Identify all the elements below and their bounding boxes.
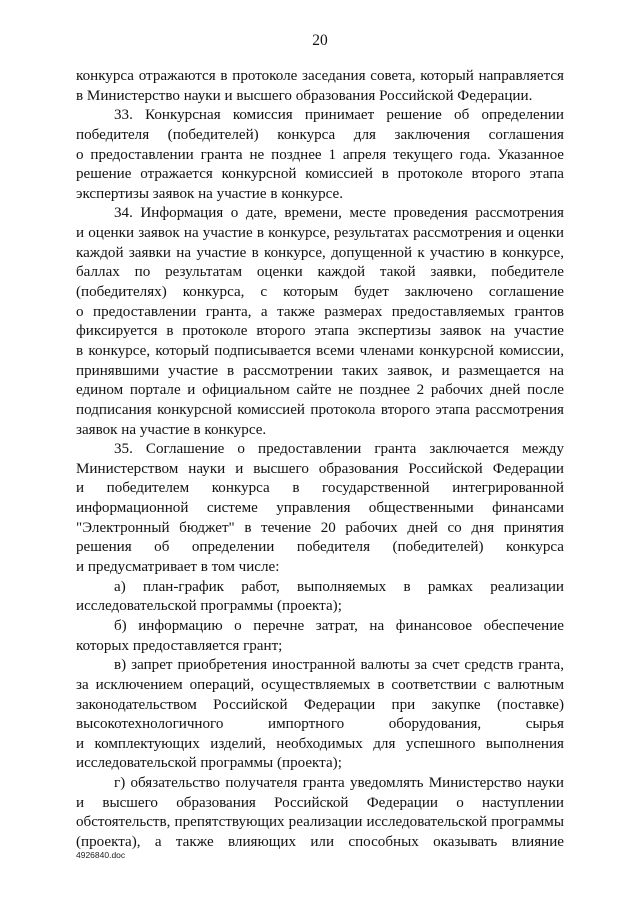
text-line: исследовательской программы (проекта);	[76, 598, 342, 615]
text-line: (проекта), а также влияющих или способных оказывать влияние	[76, 833, 564, 850]
text-line: решение отражается конкурсной комиссией в протоколе второго этапа	[76, 166, 564, 183]
text-line: в Министерство науки и высшего образования Российской Федерации.	[76, 87, 533, 104]
file-name-footer: 4926840.doc	[76, 850, 126, 860]
text-line: экспертизы заявок на участие в конкурсе.	[76, 185, 343, 202]
text-line: в) запрет приобретения иностранной валюты за счет средств гранта,	[114, 657, 564, 674]
text-line: Министерством науки и высшего образования Российской Федерации	[76, 460, 564, 477]
text-line: баллах по результатам оценки каждой такой заявки, победителе	[76, 264, 564, 281]
text-line: исследовательской программы (проекта);	[76, 755, 342, 772]
text-line: г) обязательство получателя гранта уведомлять Министерство науки	[114, 775, 564, 792]
text-line: которых предоставляется грант;	[76, 637, 283, 654]
text-line: едином портале и официальном сайте не позднее 2 рабочих дней после	[76, 382, 564, 399]
text-line: и высшего образования Российской Федерации о наступлении	[76, 794, 564, 811]
text-line: 34. Информация о дате, времени, месте проведения рассмотрения	[114, 205, 564, 222]
text-line: 35. Соглашение о предоставлении гранта заключается между	[114, 441, 564, 458]
text-line: за исключением операций, осуществляемых в соответствии с валютным	[76, 676, 564, 693]
text-line: 33. Конкурсная комиссия принимает решение об определении	[114, 107, 564, 124]
text-line: о предоставлении гранта не позднее 1 апреля текущего года. Указанное	[76, 146, 564, 163]
text-line: информационной системе управления общественными финансами	[76, 500, 564, 517]
text-line: и оценки заявок на участие в конкурсе, результатах рассмотрения и оценки	[76, 225, 564, 242]
text-line: в конкурсе, который подписывается всеми членами конкурсной комиссии,	[76, 342, 564, 359]
text-line: о предоставлении гранта, а также размерах предоставляемых грантов	[76, 303, 564, 320]
text-line: (победителях) конкурса, с которым будет заключено соглашение	[76, 284, 564, 301]
text-line: высокотехнологичного импортного оборудования, сырья	[76, 716, 564, 733]
text-line: заявок на участие в конкурсе.	[76, 421, 267, 438]
text-line: и предусматривает в том числе:	[76, 559, 280, 576]
text-line: фиксируется в протоколе второго этапа экспертизы заявок на участие	[76, 323, 564, 340]
text-line: конкурса отражаются в протоколе заседания совета, который направляется	[76, 68, 564, 84]
page-number: 20	[312, 32, 328, 49]
text-line: обстоятельств, препятствующих реализации исследовательской программы	[76, 814, 564, 831]
text-line: подписания конкурсной комиссией протокола второго этапа рассмотрения	[76, 401, 564, 418]
text-line: а) план-график работ, выполняемых в рамках реализации	[114, 578, 564, 595]
text-line: б) информацию о перечне затрат, на финансовое обеспечение	[114, 617, 564, 634]
body-text	[76, 67, 564, 853]
text-line: решения об определении победителя (победителей) конкурса	[76, 539, 564, 556]
text-line: победителя (победителей) конкурса для заключения соглашения	[76, 126, 564, 143]
text-line: принявшими участие в рассмотрении таких заявок, и размещается на	[76, 362, 564, 379]
text-line: каждой заявки на участие в конкурсе, допущенной к участию в конкурсе,	[76, 244, 564, 261]
text-line: и комплектующих изделий, необходимых для успешного выполнения	[76, 735, 564, 752]
text-line: и победителем конкурса в государственной интегрированной	[76, 480, 564, 497]
text-line: "Электронный бюджет" в течение 20 рабочих дней со дня принятия	[76, 519, 564, 536]
text-line: законодательством Российской Федерации при закупке (поставке)	[76, 696, 564, 713]
